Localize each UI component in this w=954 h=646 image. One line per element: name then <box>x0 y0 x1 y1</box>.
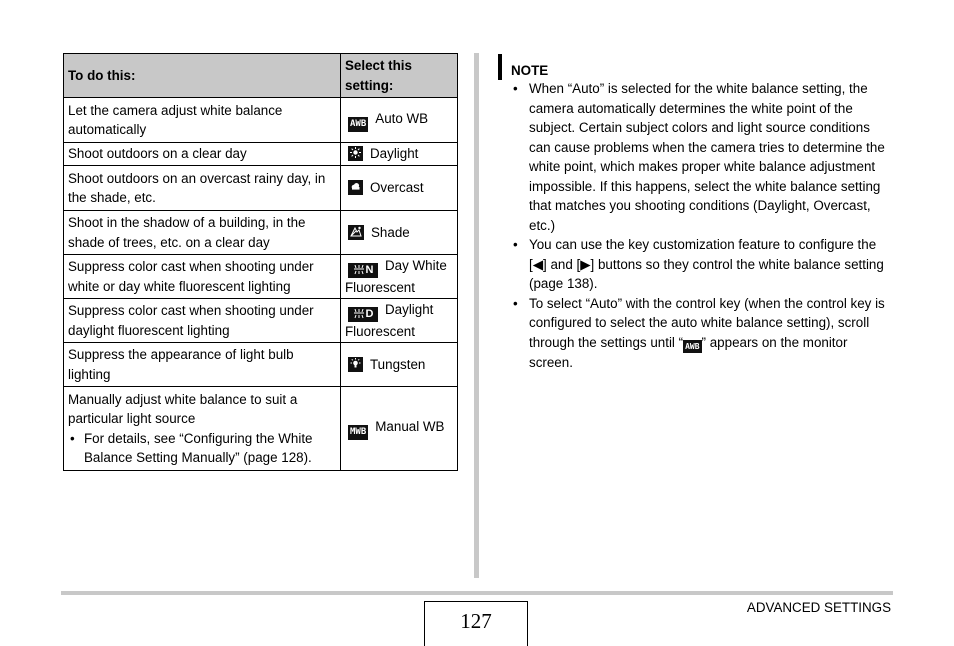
table-row <box>64 211 458 255</box>
mwb-icon: MWB <box>348 425 368 440</box>
note-text: To select “Auto” with the control key (when the control key is configured to select the auto white balance setting), scroll through the settings until “ AWB ” appears on the monitor screen. <box>529 295 885 370</box>
setting-label: Manual WB <box>375 419 445 434</box>
note-text: When “Auto” is selected for the white balance setting, the camera automatically determines the white point of the subject. Certain subject colors and light source conditions can cause problems when the camera tries to determine the white point, which makes proper white balance adjustment impossible. If this happens, select the white balance setting that matches you shooting conditions (Daylight, Overcast, etc.) <box>529 81 885 233</box>
shade-icon <box>348 225 364 240</box>
row-setting <box>341 387 458 471</box>
table-row <box>64 143 458 166</box>
awb-icon: AWB <box>685 341 700 351</box>
header-task: To do this: <box>64 54 341 98</box>
list-item: • When “Auto” is selected for the white balance setting, the camera automatically determines the white point of the subject. Certain subject colors and light source conditions can cause problems when the camera tries to determine the white point, which makes proper white balance adjustment impossible. If this happens, select the white balance setting that matches you shooting conditions (Daylight, Overcast, etc.) <box>513 79 893 235</box>
table-header-row <box>64 54 458 98</box>
list-item: • To select “Auto” with the control key (when the control key is configured to select the auto white balance setting), scroll through the settings until “ AWB ” appears on the monitor screen. <box>513 294 893 373</box>
table-row <box>64 299 458 343</box>
setting-label: Overcast <box>370 180 424 196</box>
cloud-icon <box>348 180 363 195</box>
table-row <box>64 343 458 387</box>
row-task-bullet: • For details, see “Configuring the White Balance Setting Manually” (page 128). <box>68 429 336 468</box>
row-setting <box>341 98 458 143</box>
list-item: • You can use the key customization feature to configure the [◀] and [▶] buttons so they control the white balance setting (page 138). <box>513 235 893 294</box>
row-setting <box>341 166 458 211</box>
table-row <box>64 387 458 471</box>
setting-label: Daylight <box>370 146 419 162</box>
header-setting: Select this setting: <box>341 54 458 98</box>
section-name: ADVANCED SETTINGS <box>746 600 891 615</box>
bulb-icon <box>348 357 363 372</box>
fluorescent-d-icon: D <box>348 307 378 322</box>
awb-icon: AWB <box>348 117 368 132</box>
bullet-text: For details, see “Configuring the White Balance Setting Manually” (page 128). <box>84 430 313 465</box>
table-row <box>64 255 458 299</box>
note-marker <box>498 54 502 80</box>
row-task-text: Manually adjust white balance to suit a particular light source <box>68 391 298 426</box>
table-row <box>64 166 458 211</box>
row-setting <box>341 211 458 255</box>
row-task: Shoot outdoors on an overcast rainy day, in the shade, etc. <box>64 166 341 211</box>
row-task: Shoot outdoors on a clear day <box>64 143 341 166</box>
row-setting <box>341 299 458 343</box>
column-divider <box>474 53 479 578</box>
setting-label: Day White Fluorescent <box>345 257 447 295</box>
row-setting <box>341 255 458 299</box>
note-text: You can use the key customization feature to configure the [◀] and [▶] buttons so they control the white balance setting (page 138). <box>529 237 884 291</box>
note-title: NOTE <box>511 63 549 78</box>
row-task: Suppress the appearance of light bulb lighting <box>64 343 341 387</box>
white-balance-table <box>63 53 458 471</box>
page-number: 127 <box>424 601 528 646</box>
note-list <box>513 79 893 372</box>
table-row <box>64 98 458 143</box>
fluorescent-n-icon: N <box>348 263 378 278</box>
row-task: Suppress color cast when shooting under daylight fluorescent lighting <box>64 299 341 343</box>
row-task: Suppress color cast when shooting under white or day white fluorescent lighting <box>64 255 341 299</box>
setting-label: Shade <box>371 224 410 240</box>
sun-icon <box>348 146 363 161</box>
setting-label: Auto WB <box>375 110 429 126</box>
setting-label: Daylight Fluorescent <box>345 301 434 339</box>
row-setting <box>341 343 458 387</box>
row-setting <box>341 143 458 166</box>
row-task: Let the camera adjust white balance automatically <box>64 98 341 143</box>
row-task: Shoot in the shadow of a building, in the shade of trees, etc. on a clear day <box>64 211 341 255</box>
setting-label: Tungsten <box>370 356 426 372</box>
row-task <box>64 387 341 471</box>
footer-rule <box>61 591 893 595</box>
